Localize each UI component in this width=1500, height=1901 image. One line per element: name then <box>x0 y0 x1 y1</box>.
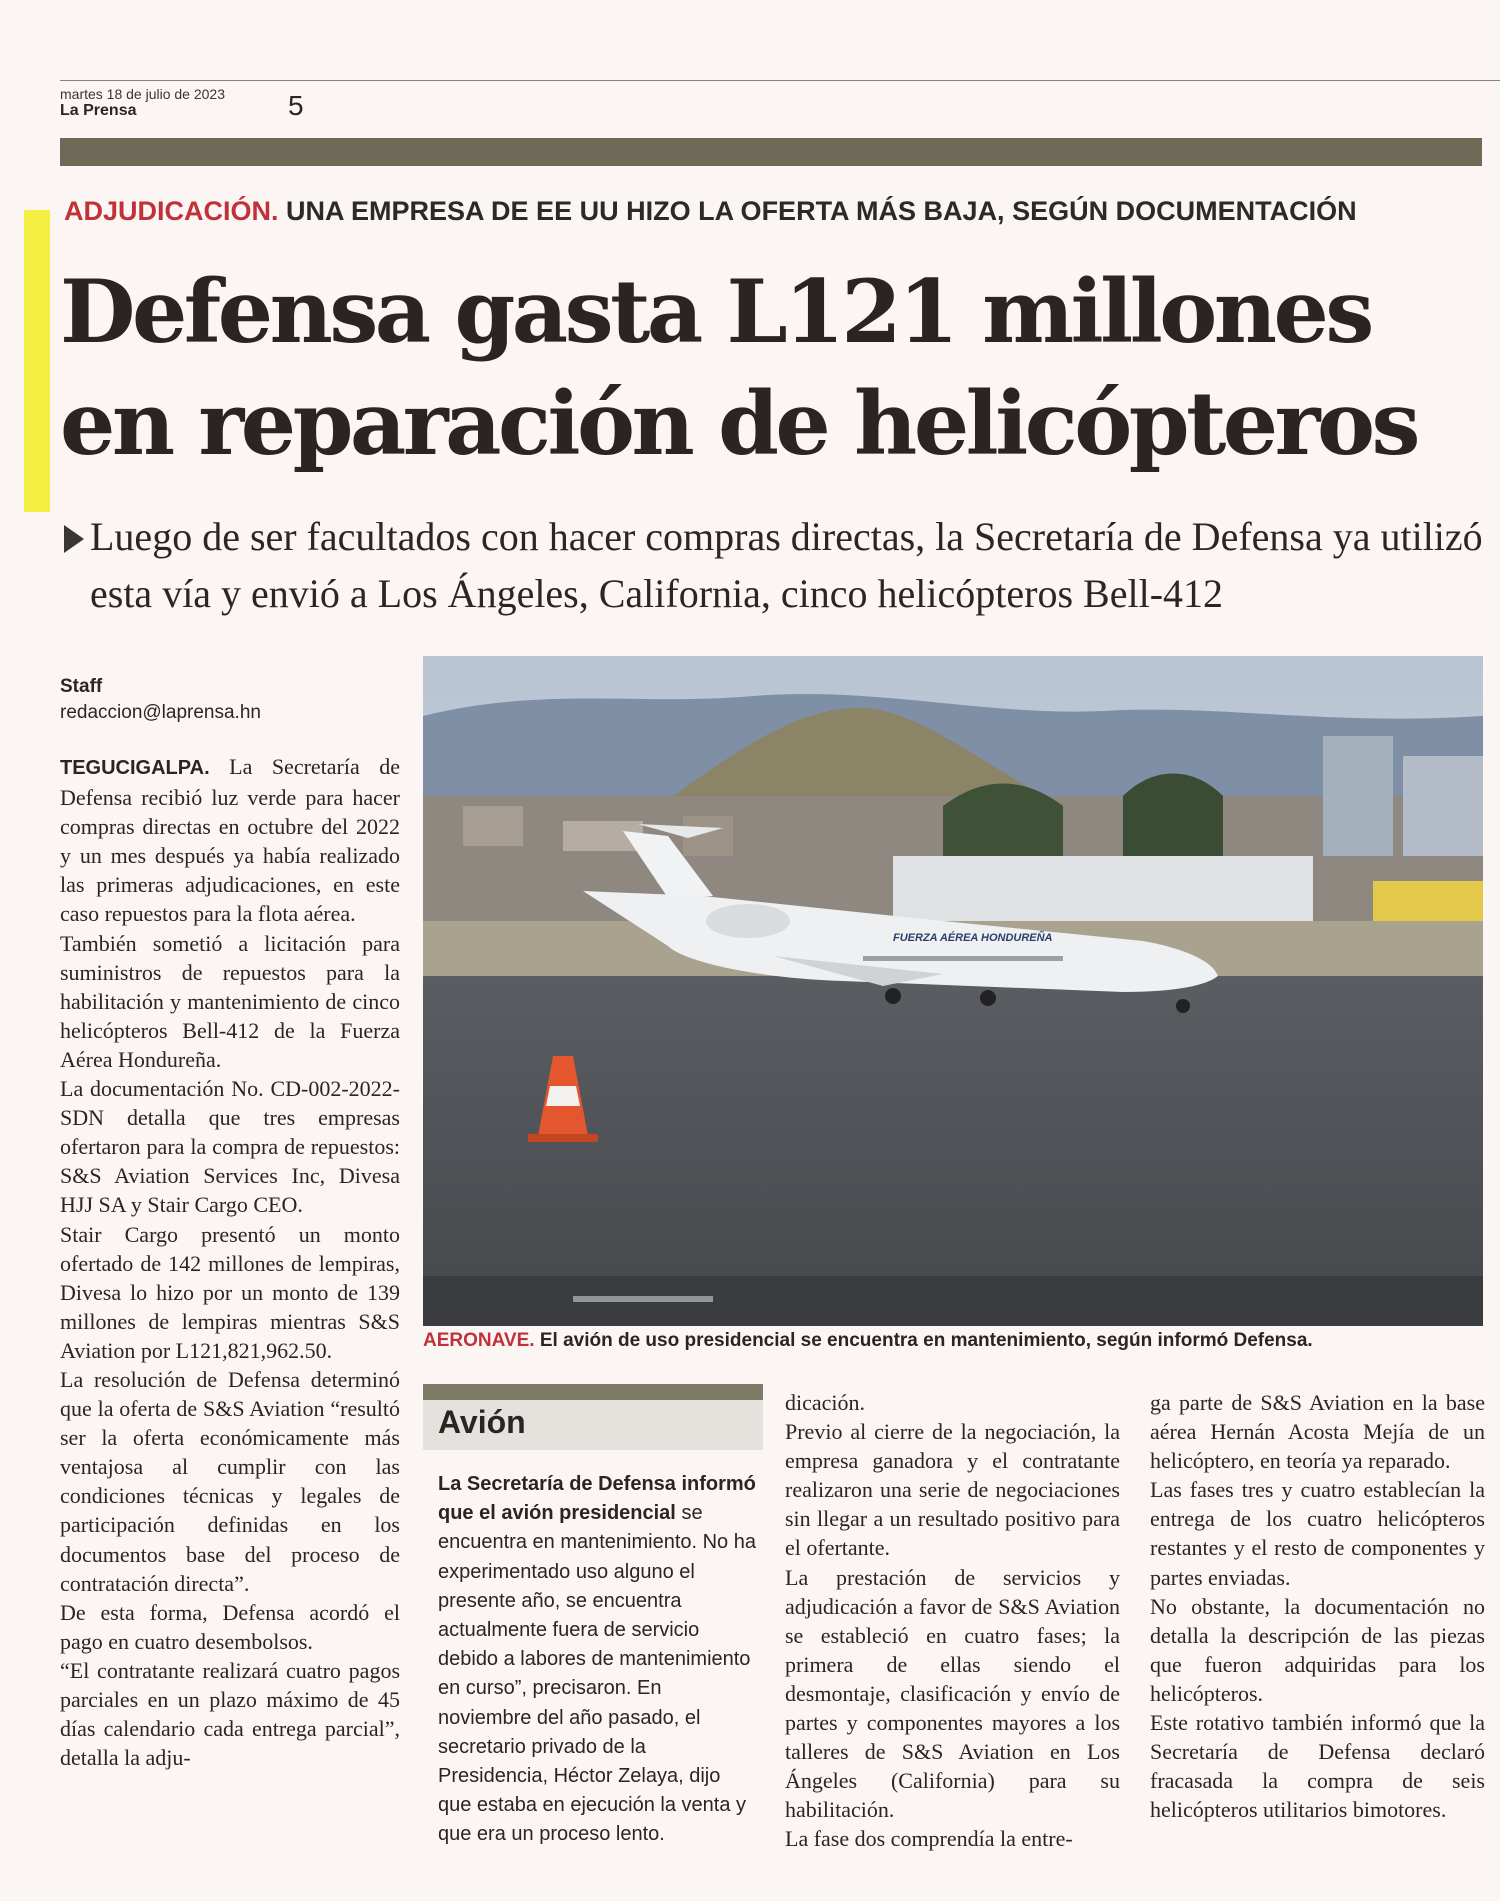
sidebar-title: Avión <box>438 1404 526 1440</box>
page-number: 5 <box>288 90 304 121</box>
body-paragraph: La fase dos comprendía la entre- <box>785 1826 1073 1852</box>
body-paragraph: No obstante, la documentación no detalla la descripción de las piezas que fueron adquiridas para los helicópteros. <box>1150 1593 1485 1706</box>
airplane-photo <box>423 656 1483 1326</box>
kicker <box>64 196 1357 227</box>
body-paragraph: La prestación de servicios y adjudicación a favor de S&S Aviation se estableció en cuatro fases; la primera de ellas siendo el desmontaje, clasificación y envío de partes y componentes mayores a los talleres de S&S Aviation en Los Ángeles (California) para su habilitación. <box>785 1564 1120 1823</box>
deck-arrow-icon <box>64 525 84 553</box>
body-paragraph: TEGUCIGALPA. La Secretaría de Defensa recibió luz verde para hacer compras directas en octubre del 2022 y un mes después ya había realizado las primeras adjudicaciones, en este caso repuestos para la flota aérea. <box>60 754 400 927</box>
tower-building <box>1323 736 1393 856</box>
plane-livery-text: FUERZA AÉREA HONDUREÑA <box>893 932 1053 944</box>
body-paragraph: ga parte de S&S Aviation en la base aérea Hernán Acosta Mejía de un helicóptero, en teoría ya reparado. <box>1150 1390 1485 1474</box>
hangar <box>893 856 1313 926</box>
body-paragraph: Previo al cierre de la negociación, la empresa ganadora y el contratante realizaron una serie de negociaciones sin llegar a un resultado positivo para el ofertante. <box>785 1419 1120 1561</box>
news-photo <box>423 656 1483 1326</box>
body-column-1 <box>60 752 400 1772</box>
body-column-3 <box>785 1388 1120 1854</box>
dateline: TEGUCIGALPA. <box>60 757 210 779</box>
byline-author: Staff <box>60 676 103 697</box>
highlighter-mark <box>24 210 50 512</box>
caption-text: El avión de uso presidencial se encuentra en mantenimiento, según informó Defensa. <box>539 1330 1313 1351</box>
section-band <box>60 138 1482 166</box>
body-column-4 <box>1150 1388 1485 1824</box>
body-paragraph: La documentación No. CD-002-2022-SDN detalla que tres empresas ofertaron para la compra de repuestos: S&S Aviation Services Inc, Divesa HJJ SA y Stair Cargo CEO. <box>60 1076 400 1218</box>
issue-date: martes 18 de julio de 2023 <box>60 86 225 102</box>
body-paragraph: La resolución de Defensa determinó que la oferta de S&S Aviation “resultó ser la oferta económicamente más ventajosa al cumplir con las condiciones técnicas y legales de participación definidas en los documentos base del proceso de contratación directa”. <box>60 1366 400 1596</box>
body-paragraph: “El contratante realizará cuatro pagos parciales en un plazo máximo de 45 días calendario cada entrega parcial”, detalla la adju- <box>60 1657 400 1771</box>
deck: Luego de ser facultados con hacer compras directas, la Secretaría de Defensa ya utilizó esta vía y envió a Los Ángeles, California, cinco helicópteros Bell-412 <box>90 514 1483 616</box>
sidebar-body: se encuentra en mantenimiento. No ha experimentado uso alguno el presente año, se encuentra actualmente fuera de servicio debido a labores de mantenimiento en curso”, precisaron. En noviembre del año pasado, el secretario privado de la Presidencia, Héctor Zelaya, dijo que estaba en ejecución la venta y que era un proceso lento. <box>438 1502 756 1846</box>
sidebar-text <box>438 1470 758 1850</box>
sidebar-lead: La Secretaría de Defensa informó que el avión presidencial <box>438 1473 756 1525</box>
body-paragraph: dicación. <box>785 1390 866 1415</box>
tarmac <box>423 976 1483 1326</box>
byline-email: redaccion@laprensa.hn <box>60 702 261 723</box>
kicker-label: ADJUDICACIÓN. <box>64 196 279 226</box>
body-paragraph: Las fases tres y cuatro establecían la entrega de los cuatro helicópteros restantes y el resto de componentes y partes enviadas. <box>1150 1477 1485 1590</box>
paper-name: La Prensa <box>60 102 137 119</box>
kicker-text: UNA EMPRESA DE EE UU HIZO LA OFERTA MÁS BAJA, SEGÚN DOCUMENTACIÓN <box>286 196 1357 226</box>
body-paragraph: También sometió a licitación para suministros de repuestos para la habilitación y mantenimiento de cinco helicópteros Bell-412 de la Fuerza Aérea Hondureña. <box>60 930 400 1072</box>
headline-line-2: en reparación de helicópteros <box>60 372 1417 475</box>
caption-label: AERONAVE. <box>423 1330 535 1351</box>
headline <box>60 256 1490 480</box>
yellow-aircraft <box>1373 881 1483 921</box>
body-paragraph: Stair Cargo presentó un monto ofertado de 142 millones de lempiras, Divesa lo hizo por un monto de 139 millones de lempiras mientras S&S Aviation por L121,821,962.50. <box>60 1221 400 1363</box>
top-rule <box>60 80 1500 81</box>
sidebar-band <box>423 1384 763 1400</box>
photo-caption <box>423 1330 1488 1352</box>
body-paragraph: Este rotativo también informó que la Secretaría de Defensa declaró fracasada la compra de seis helicópteros utilitarios bimotores. <box>1150 1710 1485 1823</box>
body-paragraph: De esta forma, Defensa acordó el pago en cuatro desembolsos. <box>60 1599 400 1654</box>
headline-line-1: Defensa gasta L121 millones <box>60 260 1371 363</box>
